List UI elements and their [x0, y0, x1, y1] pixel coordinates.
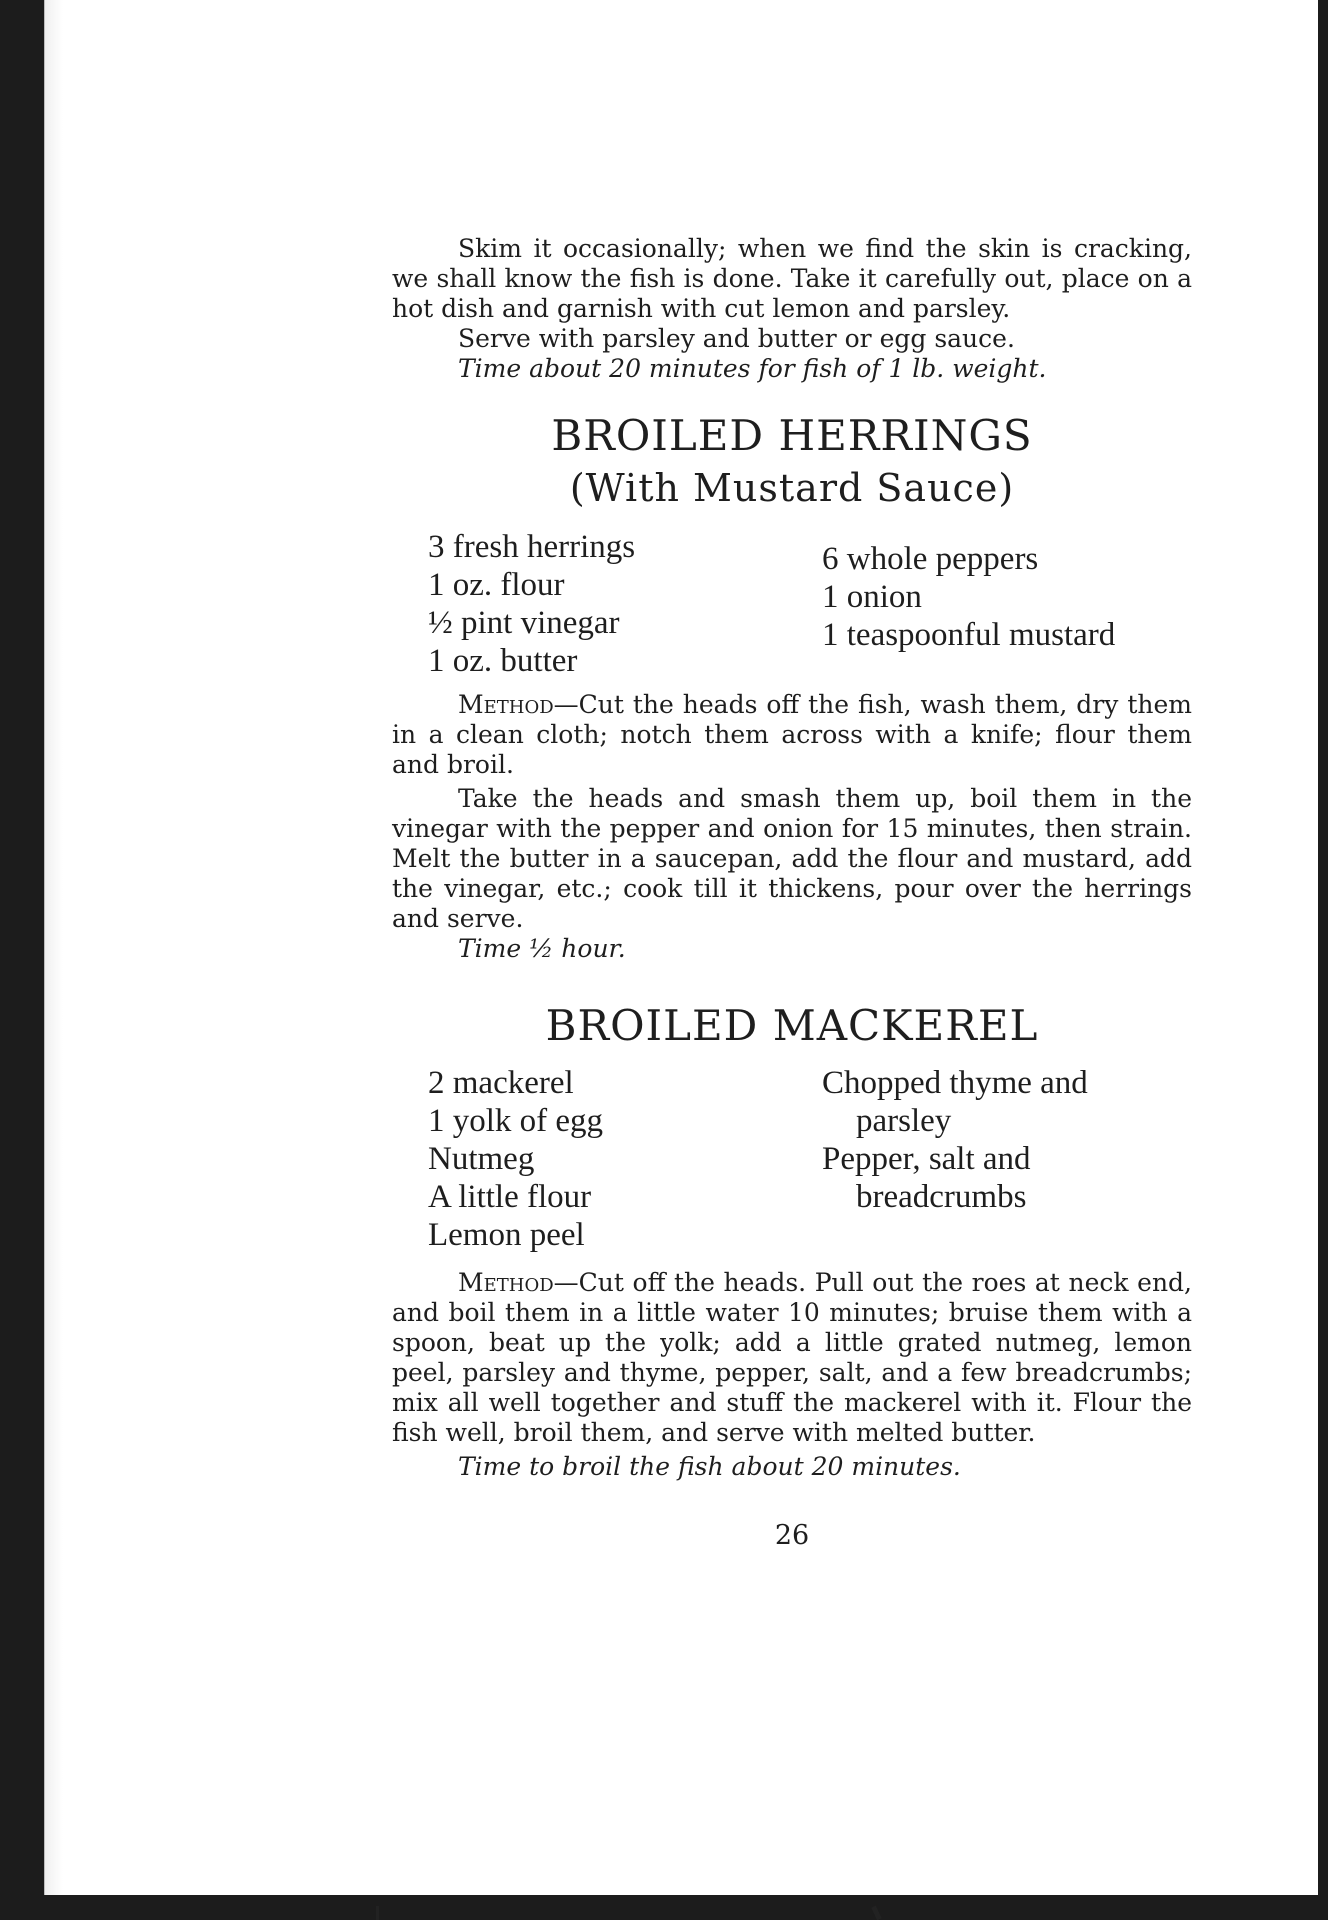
ingredient-item: A little flour: [428, 1179, 592, 1215]
ingredient-item: 6 whole peppers: [822, 541, 1039, 577]
herrings-method-paragraph: [392, 690, 1192, 780]
method-label: Method: [458, 1268, 554, 1297]
herrings-subtitle: (With Mustard Sauce): [569, 466, 1015, 510]
ingredient-item: Pepper, salt and breadcrumbs: [822, 1141, 1031, 1215]
ingredient-item: ½ pint vinegar: [428, 605, 620, 641]
mackerel-time-note: Time to broil the fish about 20 minutes.: [458, 1452, 961, 1481]
ingredient-item: Chopped thyme and parsley: [822, 1065, 1088, 1139]
herrings-ingredients-left: [428, 528, 788, 680]
page-bottom-margin: [45, 1870, 1319, 1895]
ingredient-item: Nutmeg: [428, 1141, 535, 1177]
herrings-ingredients-right: [822, 528, 1182, 680]
scan-artifact-mark: [376, 1906, 379, 1920]
ingredient-item: 1 teaspoonful mustard: [822, 617, 1116, 653]
mackerel-ingredients: [428, 1064, 1182, 1254]
mackerel-title: BROILED MACKEREL: [545, 1001, 1039, 1050]
page-number: 26: [774, 1520, 810, 1551]
scan-right-edge: [1318, 0, 1328, 1920]
intro-time-note: Time about 20 minutes for fish of 1 lb. weight.: [458, 354, 1047, 383]
ingredient-item: 1 oz. butter: [428, 643, 578, 679]
herrings-sauce-paragraph: Take the heads and smash them up, boil them in the vinegar with the pepper and onion for 15 minutes, then strain. Melt the butter in a saucepan, add the flour and mustard, add the vinegar, etc.; cook till it thickens, pour over the herrings and serve.: [392, 784, 1192, 933]
herrings-ingredients: [428, 528, 1182, 680]
mackerel-method-paragraph: [392, 1268, 1192, 1448]
herrings-time-note: Time ½ hour.: [458, 934, 626, 963]
ingredient-item: 1 oz. flour: [428, 567, 565, 603]
method-text: —Cut the heads off the fish, wash them, dry them in a clean cloth; notch them across with a knife; flour them and broil.: [392, 690, 1192, 779]
intro-paragraph: Skim it occasionally; when we find the skin is cracking, we shall know the fish is done. Take it carefully out, place on a hot dish and garnish with cut lemon and parsley.: [392, 234, 1192, 323]
ingredient-item: 1 onion: [822, 579, 922, 615]
method-label: Method: [458, 690, 554, 719]
herrings-title: BROILED HERRINGS: [551, 411, 1033, 460]
ingredient-item: Lemon peel: [428, 1217, 585, 1253]
scan-artifact-mark: [871, 1906, 881, 1920]
mackerel-ingredients-left: [428, 1064, 788, 1254]
page-content: [392, 234, 1192, 1551]
ingredient-item: 3 fresh herrings: [428, 529, 636, 565]
ingredient-item: 2 mackerel: [428, 1065, 574, 1101]
method-text: —Cut off the heads. Pull out the roes at neck end, and boil them in a little water 10 minutes; bruise them with a spoon, beat up the yolk; add a little grated nutmeg, lemon peel, parsley and thyme, pepper, salt, and a few breadcrumbs; mix all well together and stuff the mackerel with it. Flour the fish well, broil them, and serve with melted butter.: [392, 1268, 1192, 1447]
mackerel-ingredients-right: [822, 1064, 1182, 1254]
ingredient-item: 1 yolk of egg: [428, 1103, 604, 1139]
intro-serving-note: Serve with parsley and butter or egg sauce.: [458, 324, 1015, 353]
